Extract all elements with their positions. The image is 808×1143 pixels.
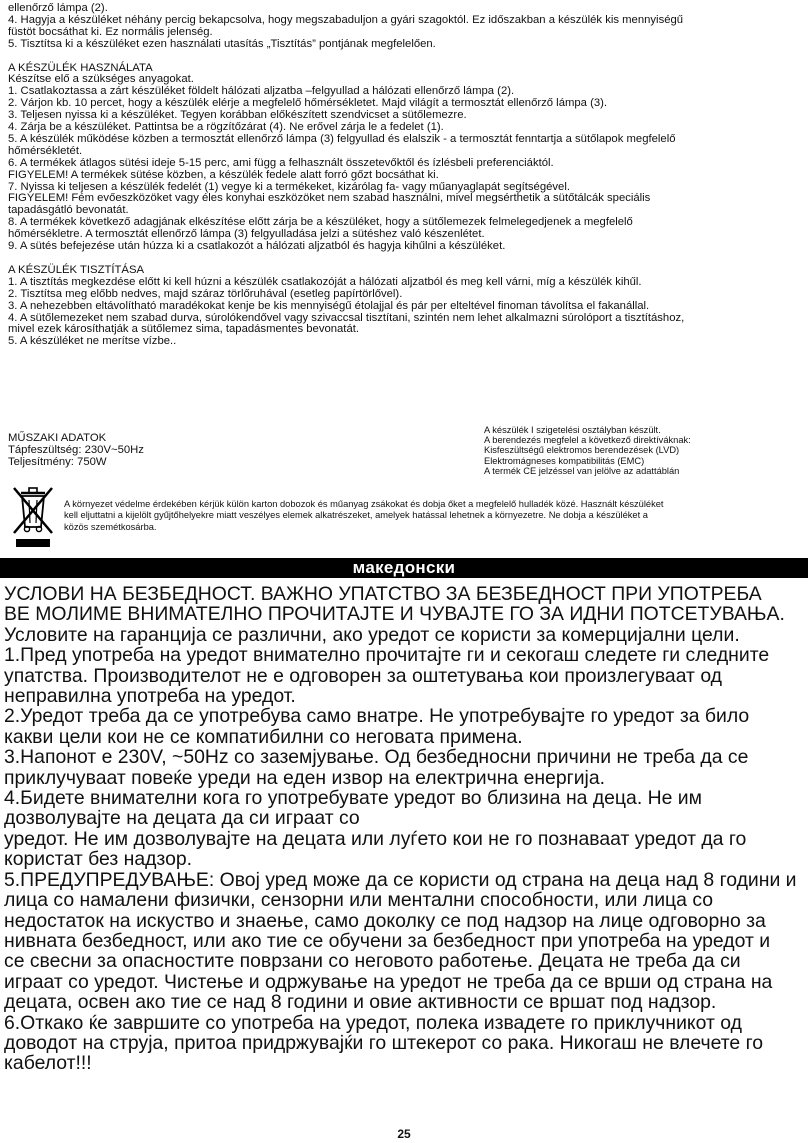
text-line: нивната безбедност, или ако тие се обучени за безбедност при употреба на уредот и [4,929,771,952]
text-line: децата, освен ако тие се над 8 години и овие активности се вршат под надзор. [4,991,717,1014]
text-line: 4. Hagyja a készüléket néhány percig bekapcsolva, hogy megszabaduljon a gyári szagoktól. Ez időszakban a készülék kis mennyiségű [8,13,684,26]
text-line: какви цели кои не се компатибилни со неговата примена. [4,725,523,748]
mk-heading: УСЛОВИ НА БЕЗБЕДНОСТ. ВАЖНО УПАТСТВО ЗА БЕЗБЕДНОСТ ПРИ УПОТРЕБА [4,583,762,605]
hungarian-intro [8,3,800,348]
text-line: 9. A sütés befejezése után húzza ki a csatlakozót a hálózati aljzatból és hagyja kihűlni a készüléket. [8,240,506,253]
text-line: tapadásgátló bevonatát. [8,204,129,217]
directives-block [484,425,691,476]
text-line: mivel ezek károsíthatják a sütőlemez sima, tapadásmentes bevonatát. [8,323,360,336]
text-line: 6.Откако ќе завршите со употреба на уредот, полека извадете го приклучникот од [4,1011,742,1034]
spec-voltage: Tápfeszültség: 230V~50Hz [8,443,144,456]
text-line: уредот. Не им дозволувајте на децата или луѓето кои не го познаваат уредот да го [4,827,747,850]
directive-line: Kisfeszültségű elektromos berendezések (LVD) [484,445,680,456]
technical-specs [8,433,144,469]
macedonian-section [4,584,808,1074]
text-line: приклучуваат повеќе уреди на еден извор на електрична енергија. [4,766,606,789]
text-line: 5. Tisztítsa ki a készüléket ezen használati utasítás „Tisztítás” pontjának megfelelően. [8,37,436,50]
text-line: играат со уредот. Чистење и одржување на уредот не треба да се врши од страна на [4,970,773,993]
directive-line: Elektromágneses kompatibilitás (EMC) [484,455,645,466]
text-line: FIGYELEM! Fém evőeszközöket vagy éles konyhai eszközöket nem szabad használni, mivel megsérthetik a sütőtálcák speciális [8,192,651,205]
environment-line: A környezet védelme érdekében kérjük külön karton dobozok és műanyag zsákokat és dobja őket a megfelelő hulladék közé. Használt készüléket [64,499,664,509]
page-number: 25 [397,1127,411,1141]
text-line: 7. Nyissa ki teljesen a készülék fedelét (1) vegye ki a termékeket, kizárólag fa- vagy műanyaglapát segítségével. [8,180,570,193]
text-line: 1.Пред употреба на уредот внимателно прочитајте ги и секогаш следете ги следните [4,644,770,667]
environment-line: kell eljuttatni a kijelölt gyűjtőhelyekre miatt veszélyes elemek alkatrészeket, amelyek hatással lehetnek a környezetre. Ne dobja a készüléket a [64,510,648,521]
text-line: ellenőrző lámpa (2). [8,2,108,14]
text-line: 2. Várjon kb. 10 percet, hogy a készülék elérje a megfelelő hőmérsékletet. Majd világít a termosztát ellenőrző lámpa (3). [8,97,608,110]
text-line: FIGYELEM! A termékek sütése közben, a készülék fedele alatt forró gőzt bocsáthat ki. [8,168,439,181]
text-line: hőmérsékletre. A termosztát ellenőrző lámpa (3) felgyulladása jelzi a sütéshez való készenlétet. [8,228,485,241]
text-line: 3. A nehezebben eltávolítható maradékokat kenje be kis mennyiségű étolajjal és pár per elteltével finoman távolítsa el fakanállal. [8,299,650,312]
text-line: Készítse elő a szükséges anyagokat. [8,73,194,86]
language-header: македонски [0,558,808,578]
directive-line: A termék CE jelzéssel van jelölve az adattáblán [484,465,680,476]
text-line: 8. A termékek következő adagjának elkészítése előtt zárja be a készüléket, hogy a sütőlemezek felmelegedjenek a megfelelő [8,216,633,229]
text-line: 5. A készüléket ne merítse vízbe.. [8,335,177,348]
spec-power: Teljesítmény: 750W [8,455,107,468]
text-line: недостаток на искуство и знаење, само доколку се под надзор на лице одговорно за [4,909,766,932]
text-line: користат без надзор. [4,848,193,871]
text-line: hőmérsékletét. [8,144,83,157]
directive-line: A berendezés megfelel a következő direktíváknak: [484,435,691,446]
text-line: 3.Напонот е 230V, ~50Hz со заземјување. Од безбедносни причини не треба да се [4,746,749,769]
mk-heading: ВЕ МОЛИМЕ ВНИМАТЕЛНО ПРОЧИТАЈТЕ И ЧУВАЈТЕ ГО ЗА ИДНИ ПОТСЕТУВАЊА. [4,603,785,626]
weee-crossed-bin-icon [8,483,58,550]
text-line: 1. A tisztítás megkezdése előtt ki kell húzni a készülék csatlakozóját a hálózati aljzatból és meg kell várni, míg a készülék kihűl. [8,275,642,288]
directive-line: A készülék I szigetelési osztályban készült. [484,425,661,435]
text-line: 3. Teljesen nyissa ki a készüléket. Tegyen korábban előkészített szendvicset a sütőlemezre. [8,109,467,122]
text-line: 4. Zárja be a készüléket. Pattintsa be a rögzítőzárat (4). Ne erővel zárja le a fedelet (1). [8,121,444,134]
section-title-cleaning: A KÉSZÜLÉK TISZTÍTÁSA [8,263,145,276]
text-line: 1. Csatlakoztassa a zárt készüléket földelt hálózati aljzatba –felgyullad a hálózati ellenőrző lámpa (2). [8,85,515,98]
environment-line: közös szemétkosárba. [64,521,157,532]
text-line: 2. Tisztítsa meg előbb nedves, majd száraz törlőruhával (esetleg papírtörlővel). [8,287,403,300]
text-line: füstöt bocsáthat ki. Ez normális jelenség. [8,25,213,38]
text-line: Условите на гаранција се различни, ако уредот се користи за комерцијални цели. [4,623,740,646]
section-title-usage: A KÉSZÜLÉK HASZNÁLATA [8,61,153,74]
text-line: 5.ПРЕДУПРЕДУВАЊЕ: Овој уред може да се користи од страна на деца над 8 години и [4,868,797,891]
specs-title: MŰSZAKI ADATOK [8,432,107,444]
text-line: упатства. Производителот не е одговорен за оштетувања кои произлегуваат од [4,664,722,687]
text-line: 4.Бидете внимателни кога го употребувате уредот во близина на деца. Не им [4,787,702,810]
text-line: дозволувајте на децата да си играат со [4,807,360,830]
text-line: лица со намалени физички, сензорни или ментални способности, или лица со [4,889,714,912]
text-line: се свесни за опасностите поврзани со неговото работење. Децата не треба да си [4,950,741,973]
text-line: 4. A sütőlemezeket nem szabad durva, súrolókendővel vagy szivaccsal tisztítani, szintén nem lehet alkalmazni súrolóport a tisztításhoz, [8,311,685,324]
text-line: 2.Уредот треба да се употребува само внатре. Не употребувајте го уредот за било [4,705,750,728]
text-line: 6. A termékek átlagos sütési ideje 5-15 perc, ami függ a felhasznált összetevőktől és ízlésbeli preferenciáktól. [8,156,554,169]
text-line: 5. A készülék működése közben a termosztát ellenőrző lámpa (3) felgyullad és elalszik - a termosztát fenntartja a sütőlapok megfelelő [8,132,676,145]
text-line: кабелот!!! [4,1052,92,1075]
environment-notice [64,499,804,533]
text-line: доводот на струја, притоа придржувајќи го штекерот со рака. Никогаш не влечете го [4,1031,764,1054]
text-line: неправилна употреба на уредот. [4,685,296,708]
